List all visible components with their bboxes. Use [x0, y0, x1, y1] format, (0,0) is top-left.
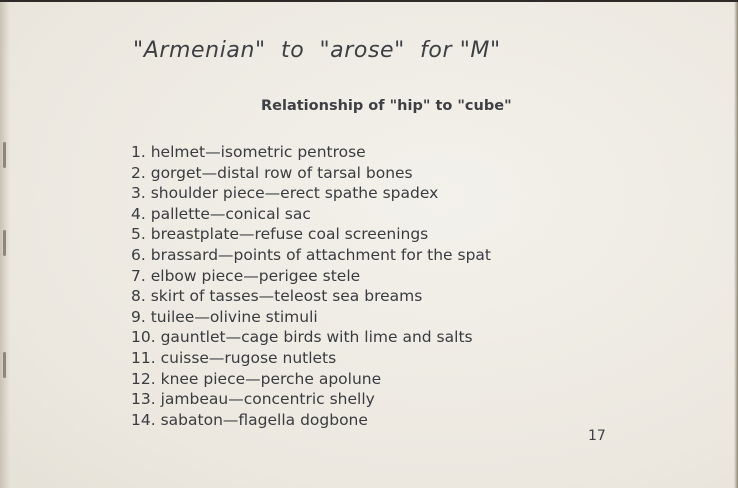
list-item [131, 245, 491, 266]
list-item [131, 348, 491, 369]
list-item-number: 2. [131, 163, 146, 182]
list-item-number: 3. [131, 184, 146, 203]
list-item-number: 1. [131, 143, 146, 161]
page-right-edge [734, 2, 738, 488]
list-item-number: 4. [131, 204, 146, 223]
list-item-text: jambeau—concentric shelly [160, 390, 375, 409]
list-item-number: 11. [131, 348, 156, 367]
list-item-text: knee piece—perche apolune [160, 369, 382, 388]
list-item [131, 307, 491, 328]
list-item-text: elbow piece—perigee stele [150, 266, 361, 285]
list-item-number: 7. [131, 266, 146, 285]
binding-stitch [3, 230, 6, 256]
list-item-text: skirt of tasses—teleost sea breams [150, 287, 423, 306]
list-item [131, 163, 491, 184]
binding-stitch [3, 352, 6, 378]
list-item-text: brassard—points of attachment for the spat [150, 245, 491, 264]
list-item [131, 266, 491, 287]
list-item-number: 13. [131, 390, 156, 409]
list-item-number: 12. [131, 369, 156, 388]
list-item-text: gauntlet—cage birds with lime and salts [160, 328, 473, 347]
list-item [131, 369, 491, 390]
book-page [0, 2, 738, 488]
list-item-text: sabaton—flagella dogbone [160, 410, 368, 429]
list-item-text: helmet—isometric pentrose [150, 143, 366, 161]
list-item [131, 286, 491, 307]
list-item-text: pallette—conical sac [150, 204, 311, 223]
list-item-number: 9. [131, 307, 146, 326]
list-item [131, 327, 491, 348]
list-item-number: 8. [131, 287, 146, 306]
list-item [131, 224, 491, 245]
list-item [131, 183, 491, 204]
list-item-text: breastplate—refuse coal screenings [150, 225, 429, 244]
list-item [131, 204, 491, 225]
list-item-number: 6. [131, 245, 146, 264]
armor-relationship-list [131, 142, 491, 430]
list-item-number: 14. [131, 410, 156, 429]
list-item-text: shoulder piece—erect spathe spadex [150, 184, 439, 203]
list-item [131, 410, 491, 431]
list-item-text: gorget—distal row of tarsal bones [150, 163, 413, 182]
list-item [131, 389, 491, 410]
page-number: 17 [588, 428, 606, 444]
list-item-text: tuilee—olivine stimuli [150, 307, 318, 326]
list-item-number: 5. [131, 225, 146, 244]
binding-stitch [3, 142, 6, 168]
list-item-text: cuisse—rugose nutlets [160, 348, 337, 367]
list-item-number: 10. [131, 328, 156, 347]
list-item [131, 142, 491, 163]
page-title: "Armenian" to "arose" for "M" [133, 38, 501, 63]
page-subtitle: Relationship of "hip" to "cube" [261, 98, 512, 114]
